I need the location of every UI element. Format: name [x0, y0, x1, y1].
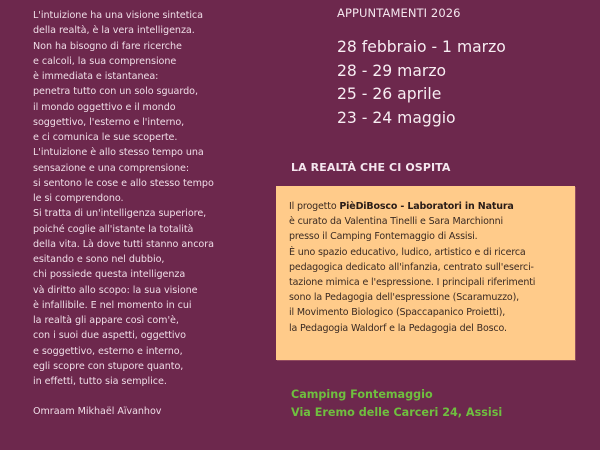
appointment-date: 28 - 29 marzo	[337, 61, 447, 80]
appointments-dates	[337, 36, 506, 130]
appointment-date: 23 - 24 maggio	[337, 108, 456, 127]
quote-line: Si tratta di un'intelligenza superiore,	[33, 208, 207, 220]
quote-line: della vita. Là dove tutti stanno ancora	[33, 238, 214, 250]
venue-name: Camping Fontemaggio	[291, 388, 433, 401]
project-line: la Pedagogia Waldorf e la Pedagogia del Bosco.	[289, 322, 507, 334]
project-line: presso il Camping Fontemaggio di Assisi.	[289, 231, 478, 243]
quote-line: con i suoi due aspetti, oggettivo	[33, 330, 186, 342]
host-section-title: LA REALTÀ CHE CI OSPITA	[291, 161, 451, 174]
quote-line: le si comprendono.	[33, 193, 124, 204]
appointments-section	[337, 6, 506, 130]
quote-line: e soggettivo, esterno e interno,	[33, 345, 183, 357]
quote-block	[33, 8, 263, 420]
quote-line: e ci comunica le sue scoperte.	[33, 132, 178, 143]
quote-line: và diritto allo scopo: la sua visione	[33, 284, 198, 296]
project-line: È uno spazio educativo, ludico, artistico e di ricerca	[289, 246, 526, 258]
appointments-title: APPUNTAMENTI 2026	[337, 6, 461, 20]
quote-line: egli scopre con stupore quanto,	[33, 360, 184, 372]
quote-line: il mondo oggettivo e il mondo	[33, 101, 176, 113]
quote-line: e calcoli, la sua comprensione	[33, 55, 177, 67]
appointment-date: 25 - 26 aprile	[337, 85, 442, 103]
quote-line: poiché coglie all'istante la totalità	[33, 223, 194, 235]
project-line: pedagogica dedicato all'infanzia, centrato sull'eserci-	[289, 261, 534, 273]
project-line: tazione mimica e l'espressione. I principali riferimenti	[289, 277, 536, 289]
project-intro-line	[289, 199, 574, 214]
quote-line: sensazione e una comprensione:	[33, 162, 190, 174]
project-info-box	[276, 186, 575, 360]
quote-line: la realtà gli appare così com'è,	[33, 315, 179, 326]
quote-line: L'intuizione è allo stesso tempo una	[33, 147, 204, 159]
appointment-date: 28 febbraio - 1 marzo	[337, 38, 506, 56]
quote-line: si sentono le cose e allo stesso tempo	[33, 177, 214, 189]
quote-line: Non ha bisogno di fare ricerche	[33, 40, 182, 52]
project-line: il Movimento Biologico (Spaccapanico Proietti),	[289, 307, 506, 319]
quote-line: in effetti, tutto sia semplice.	[33, 376, 167, 387]
quote-line: L'intuizione ha una visione sintetica	[33, 10, 203, 21]
project-name: PièDiBosco - Laboratori in Natura	[339, 201, 514, 212]
quote-line: chi possiede questa intelligenza	[33, 269, 186, 281]
project-line: sono la Pedagogia dell'espressione (Scaramuzzo),	[289, 292, 519, 304]
venue-street: Via Eremo delle Carceri 24, Assisi	[291, 406, 503, 419]
quote-line: penetra tutto con un solo sguardo,	[33, 86, 198, 98]
quote-author: Omraam Mikhaël Aïvanhov	[33, 406, 162, 418]
quote-line: è immediata e istantanea:	[33, 71, 159, 82]
project-line: è curato da Valentina Tinelli e Sara Marchionni	[289, 216, 504, 228]
venue-address	[291, 386, 502, 422]
project-description	[289, 199, 574, 336]
quote-line: esitando e sono nel dubbio,	[33, 254, 165, 265]
project-intro: Il progetto	[289, 201, 340, 212]
quote-line: soggettivo, l'esterno e l'interno,	[33, 116, 185, 128]
quote-line: è infallibile. E nel momento in cui	[33, 299, 192, 311]
quote-line: della realtà, è la vera intelligenza.	[33, 25, 195, 37]
